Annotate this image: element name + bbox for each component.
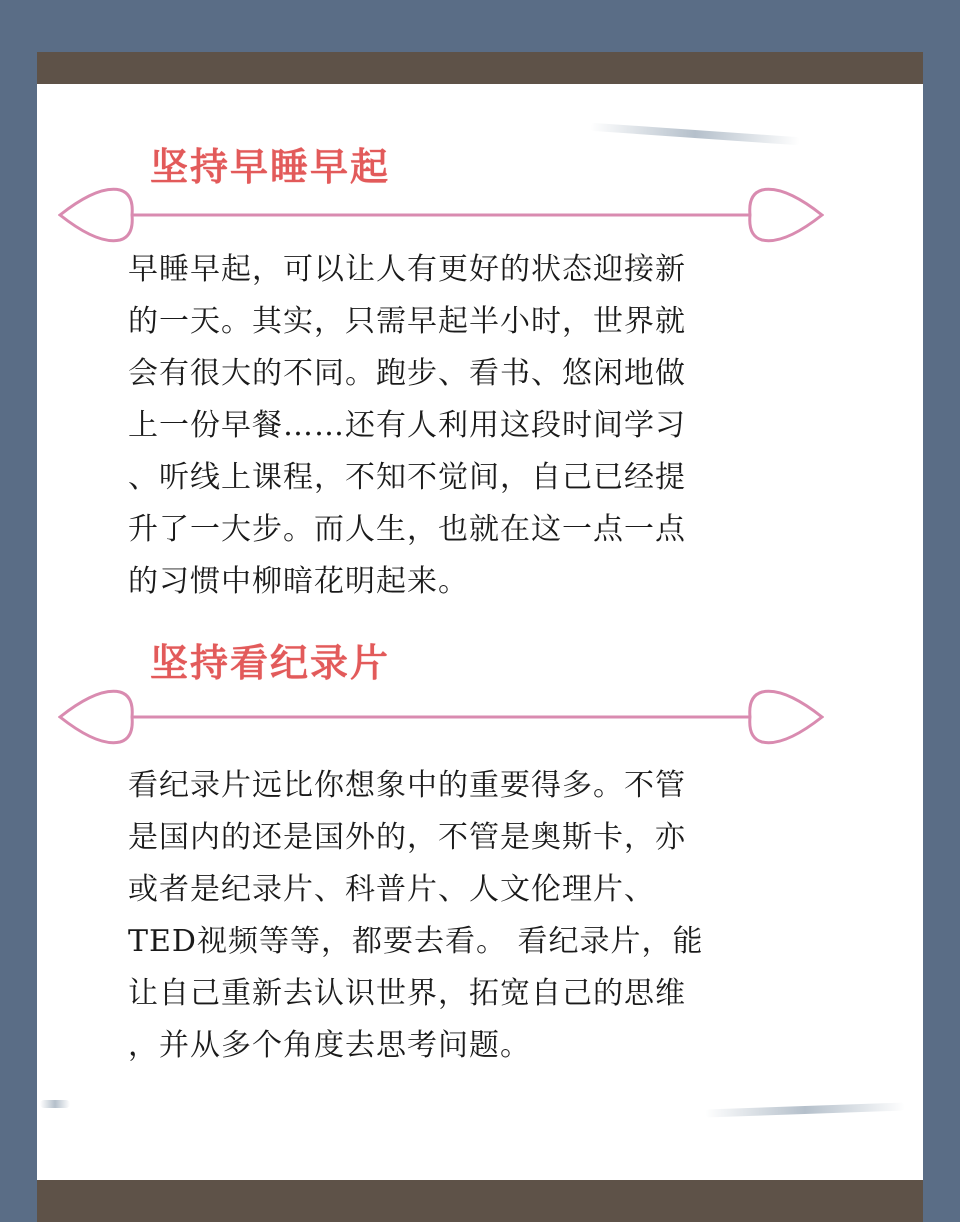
- text-line: 会有很大的不同。跑步、看书、悠闲地做: [128, 356, 686, 391]
- ink-smudge: [40, 1100, 70, 1108]
- leaf-left-icon: [60, 189, 132, 240]
- scroll-rod-bottom: [37, 1180, 923, 1222]
- scroll-rod-top: [37, 52, 923, 86]
- text-line: 、听线上课程，不知不觉间，自己已经提: [128, 460, 686, 495]
- text-line: 让自己重新去认识世界，拓宽自己的思维: [128, 976, 686, 1011]
- decorative-divider: [58, 682, 824, 752]
- text-line: 上一份早餐……还有人利用这段时间学习: [128, 408, 686, 443]
- decorative-divider: [58, 180, 824, 250]
- leaf-right-icon: [750, 189, 822, 240]
- section-title-documentary: 坚持看纪录片: [150, 640, 391, 685]
- text-line: ，并从多个角度去思考问题。: [128, 1028, 531, 1063]
- text-line: 的一天。其实，只需早起半小时，世界就: [128, 304, 686, 339]
- section-title-early-sleep: 坚持早睡早起: [150, 144, 391, 189]
- leaf-right-icon: [750, 691, 822, 742]
- section-body-documentary: [128, 760, 738, 1072]
- text-line: 升了一大步。而人生，也就在这一点一点: [128, 512, 686, 547]
- text-line: 或者是纪录片、科普片、人文伦理片、: [128, 872, 655, 907]
- text-line: 的习惯中柳暗花明起来。: [128, 564, 469, 599]
- text-line: 早睡早起，可以让人有更好的状态迎接新: [128, 252, 686, 287]
- section-body-early-sleep: [128, 244, 738, 608]
- text-line: 是国内的还是国外的，不管是奥斯卡，亦: [128, 820, 686, 855]
- text-line: 看纪录片远比你想象中的重要得多。不管: [128, 768, 686, 803]
- leaf-left-icon: [60, 691, 132, 742]
- text-line: TED视频等等，都要去看。 看纪录片，能: [128, 924, 704, 959]
